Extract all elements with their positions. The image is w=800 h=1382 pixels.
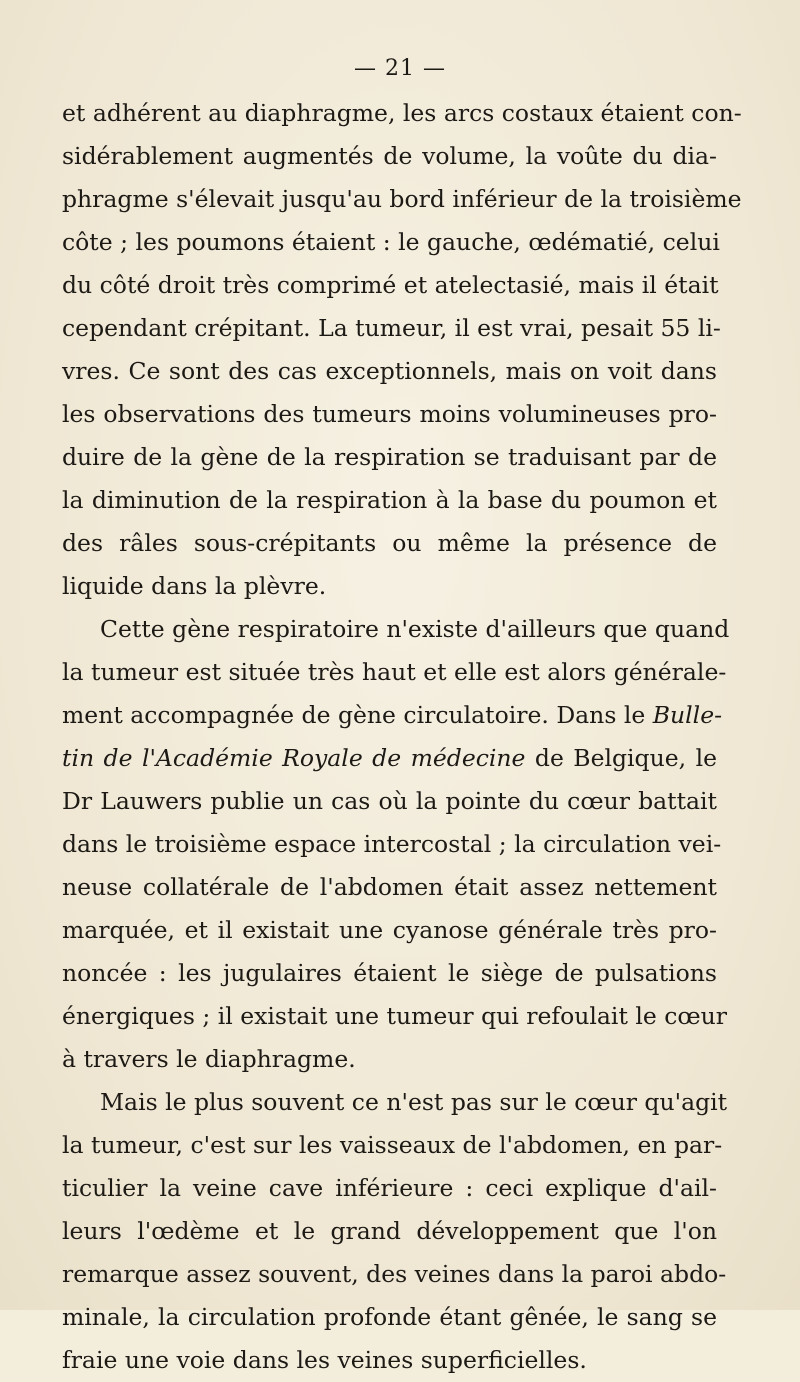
text-line: vres. Ce sont des cas exceptionnels, mais on voit dans [62, 357, 717, 385]
text-line: fraie une voie dans les veines superficielles. [62, 1346, 587, 1374]
text-line: duire de la gène de la respiration se traduisant par de [62, 443, 717, 471]
text-line: marquée, et il existait une cyanose générale très pro- [62, 916, 717, 944]
text-line: à travers le diaphragme. [62, 1045, 356, 1073]
text-line: du côté droit très comprimé et atelectasié, mais il était [62, 271, 719, 299]
italic-title-segment: tin de l'Académie Royale de médecine [62, 744, 526, 772]
text-line: Dr Lauwers publie un cas où la pointe du cœur battait [62, 787, 717, 815]
text-line-with-italic [62, 694, 723, 737]
text-line: noncée : les jugulaires étaient le siège de pulsations [62, 959, 717, 987]
text-segment: ment accompagnée de gène circulatoire. Dans le [62, 701, 646, 729]
text-line: liquide dans la plèvre. [62, 572, 327, 600]
text-line: des râles sous-crépitants ou même la présence de [62, 529, 717, 557]
paragraph-start-line: Mais le plus souvent ce n'est pas sur le cœur qu'agit [100, 1088, 728, 1116]
text-line: leurs l'œdème et le grand développement que l'on [62, 1217, 717, 1245]
text-line: côte ; les poumons étaient : le gauche, œdématié, celui [62, 228, 720, 256]
text-line-with-italic [62, 737, 717, 780]
text-line: ticulier la veine cave inférieure : ceci explique d'ail- [62, 1174, 717, 1202]
text-line: la tumeur est située très haut et elle est alors générale- [62, 658, 727, 686]
paragraph-start-line: Cette gène respiratoire n'existe d'ailleurs que quand [100, 615, 730, 643]
text-line: phragme s'élevait jusqu'au bord inférieur de la troisième [62, 185, 742, 213]
text-line: remarque assez souvent, des veines dans la paroi abdo- [62, 1260, 727, 1288]
text-line: neuse collatérale de l'abdomen était assez nettement [62, 873, 717, 901]
text-line: cependant crépitant. La tumeur, il est vrai, pesait 55 li- [62, 314, 721, 342]
text-line: et adhérent au diaphragme, les arcs costaux étaient con- [62, 99, 742, 127]
page-number: — 21 — [354, 56, 446, 81]
text-line: la diminution de la respiration à la base du poumon et [62, 486, 717, 514]
text-line: dans le troisième espace intercostal ; la circulation vei- [62, 830, 722, 858]
text-line: les observations des tumeurs moins volumineuses pro- [62, 400, 717, 428]
italic-title-segment: Bulle- [652, 701, 723, 729]
body-text [62, 92, 742, 1382]
text-segment: de Belgique, le [525, 744, 717, 772]
text-line: sidérablement augmentés de volume, la voûte du dia- [62, 142, 717, 170]
text-line: minale, la circulation profonde étant gênée, le sang se [62, 1303, 717, 1331]
text-line: la tumeur, c'est sur les vaisseaux de l'abdomen, en par- [62, 1131, 723, 1159]
text-line: énergiques ; il existait une tumeur qui refoulait le cœur [62, 1002, 728, 1030]
